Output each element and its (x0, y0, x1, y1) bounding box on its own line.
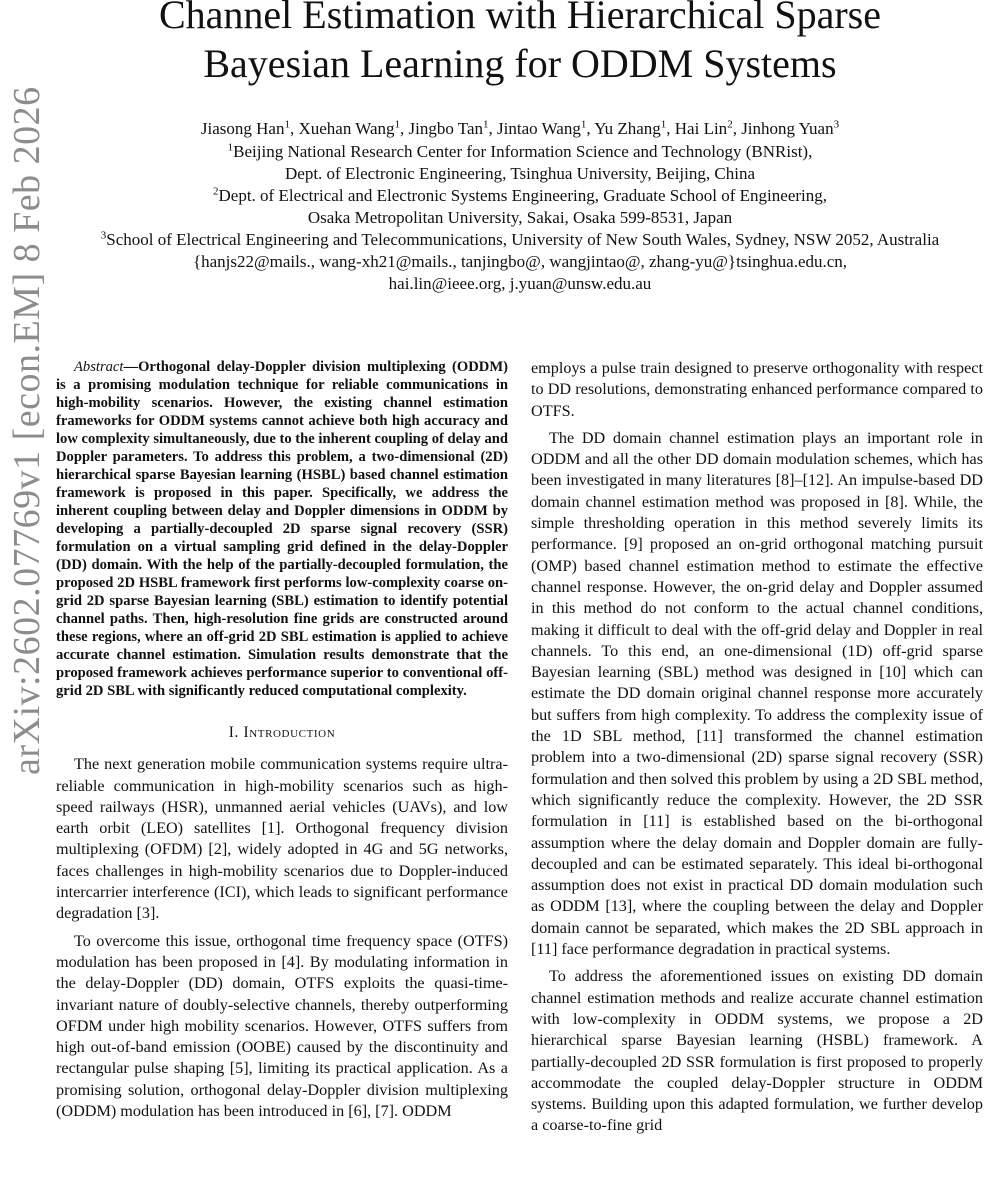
intro-paragraph-3: employs a pulse train designed to preserve orthogonality with respect to DD resolutions, demonstrating enhanced performance compared to OTFS. (531, 359, 983, 420)
paper-title (60, 0, 980, 88)
author-block (60, 118, 980, 295)
author-name: Jiasong Han (200, 119, 285, 138)
author-name: Yu Zhang (594, 119, 661, 138)
intro-paragraph-2: To overcome this issue, orthogonal time frequency space (OTFS) modulation has been proposed in [4]. By modulating information in the delay-Doppler (DD) domain, OTFS exploits the quasi-time-invariant nature of doubly-selective channels, thereby outperforming OFDM under high mobility scenarios. However, OTFS suffers from high out-of-band emission (OOBE) caused by the discontinuity and rectangular pulse shaping [5], limiting its practical application. As a promising solution, orthogonal delay-Doppler division multiplexing (ODDM) modulation has been introduced in [6], [7]. ODDM (56, 931, 508, 1121)
abstract-lead: Abstract (74, 359, 124, 375)
right-column (531, 358, 983, 1137)
title-line-2: Bayesian Learning for ODDM Systems (203, 41, 837, 86)
author-name: Jintao Wang (497, 119, 581, 138)
affiliation-1-line-2: Dept. of Electronic Engineering, Tsinghua University, Beijing, China (285, 164, 755, 183)
author-name: Hai Lin (674, 119, 728, 138)
intro-paragraph-5: To address the aforementioned issues on existing DD domain channel estimation methods and realize accurate channel estimation with low-complexity in ODDM systems, we propose a 2D hierarchical sparse Bayesian learning (HSBL) framework. A partially-decoupled 2D SSR formulation is first proposed to properly accommodate the coupled delay-Doppler structure in ODDM systems. Building upon this adapted formulation, we further develop a coarse-to-fine grid (531, 967, 983, 1135)
left-column (56, 358, 508, 1122)
email-line-2: hai.lin@ieee.org, j.yuan@unsw.edu.au (388, 274, 652, 293)
affiliation-1-line-1: $^1$Beijing National Research Center for Information Science and Technology (BNRist), (227, 141, 813, 161)
author-name: Jinhong Yuan (741, 119, 834, 138)
author-affiliation-mark: 1 (394, 118, 401, 131)
intro-paragraph-4: The DD domain channel estimation plays an important role in ODDM and all the other DD domain modulation schemes, which has been investigated in many literatures [8]–[12]. An impulse-based DD domain channel estimation method was proposed in [8]. While, the simple thresholding operation in this method severely limits its performance. [9] proposed an on-grid orthogonal matching pursuit (OMP) based channel estimation method to estimate the effective channel response. However, the on-grid delay and Doppler assumed in this method do not conform to the actual channel conditions, making it difficult to deal with the off-grid delay and Doppler in real channels. To this end, an one-dimensional (1D) off-grid sparse Bayesian learning (SBL) method was designed in [10] which can estimate the DD domain original channel response more accurately but suffers from high complexity. To address the complexity issue of the 1D SBL method, [11] transformed the channel estimation problem into a two-dimensional (2D) sparse signal recovery (SSR) formulation and then solved this problem by using a 2D SBL method, which significantly reduce the complexity. However, the 2D SSR formulation in [11] is established based on the bi-orthogonal assumption where the delay domain and Doppler domain are fully-decoupled and can be estimated separately. This ideal bi-orthogonal assumption does not exist in practical DD domain modulation such as ODDM [13], where the coupling between the delay and Doppler domain cannot be separated, which makes the 2D SBL approach in [11] face performance degradation in practical systems. (531, 428, 983, 959)
author-affiliation-mark: 1 (284, 118, 290, 131)
arxiv-identifier: arXiv:2602.07769v1 [econ.EM] 8 Feb 2026 (6, 86, 48, 775)
author-name: Jingbo Tan (408, 119, 484, 138)
affiliation-3: $^3$School of Electrical Engineering and Telecommunications, University of New South Wales, Sydney, NSW 2052, Australia (100, 229, 940, 249)
author-affiliation-mark: 1 (660, 118, 667, 131)
author-name: Xuehan Wang (298, 119, 395, 138)
title-line-1: Channel Estimation with Hierarchical Sparse (158, 0, 881, 37)
author-affiliation-mark: 1 (580, 118, 587, 131)
author-affiliation-mark: 1 (483, 118, 489, 131)
affiliation-2-line-2: Osaka Metropolitan University, Sakai, Osaka 599-8531, Japan (307, 208, 733, 227)
author-list: Jiasong Han$^1$, Xuehan Wang$^1$, Jingbo Tan$^1$, Jintao Wang$^1$, Yu Zhang$^1$, Hai Lin$^2$, Jinhong Yuan$^3$ (200, 118, 840, 138)
abstract (56, 358, 508, 700)
abstract-text: —Orthogonal delay-Doppler division multiplexing (ODDM) is a promising modulation technique for reliable communications in high-mobility scenarios. However, the existing channel estimation frameworks for ODDM systems cannot achieve both high accuracy and low complexity simultaneously, due to the inherent coupling of delay and Doppler parameters. To address this problem, a two-dimensional (2D) hierarchical sparse Bayesian learning (HSBL) based channel estimation framework is proposed in this paper. Specifically, we address the inherent coupling between delay and Doppler dimensions in ODDM by developing a partially-decoupled 2D sparse signal recovery (SSR) formulation on a virtual sampling grid defined in the delay-Doppler (DD) domain. With the help of the partially-decoupled formulation, the proposed 2D HSBL framework first performs low-complexity coarse on-grid 2D sparse Bayesian learning (SBL) estimation to identify potential channel paths. Then, high-resolution fine grids are constructed around these regions, where an off-grid 2D SBL estimation is applied to achieve accurate channel estimation. Simulation results demonstrate that the proposed framework achieves performance superior to conventional off-grid 2D SBL with significantly reduced computational complexity. (56, 359, 508, 699)
section-heading-introduction: I. Introduction (228, 724, 336, 741)
author-affiliation-mark: 3 (833, 118, 840, 131)
author-affiliation-mark: 2 (727, 118, 733, 131)
affiliation-2-line-1: $^2$Dept. of Electrical and Electronic Systems Engineering, Graduate School of Engineering, (213, 185, 827, 205)
email-line-1: {hanjs22@mails., wang-xh21@mails., tanjingbo@, wangjintao@, zhang-yu@}tsinghua.edu.cn, (192, 252, 848, 271)
intro-paragraph-1: The next generation mobile communication systems require ultra-reliable communication in high-mobility scenarios such as high-speed railways (HSR), unmanned aerial vehicles (UAVs), and low earth orbit (LEO) satellites [1]. Orthogonal frequency division multiplexing (OFDM) [2], widely adopted in 4G and 5G networks, faces challenges in high-mobility scenarios due to Doppler-induced intercarrier interference (ICI), which leads to significant performance degradation [3]. (56, 755, 508, 923)
